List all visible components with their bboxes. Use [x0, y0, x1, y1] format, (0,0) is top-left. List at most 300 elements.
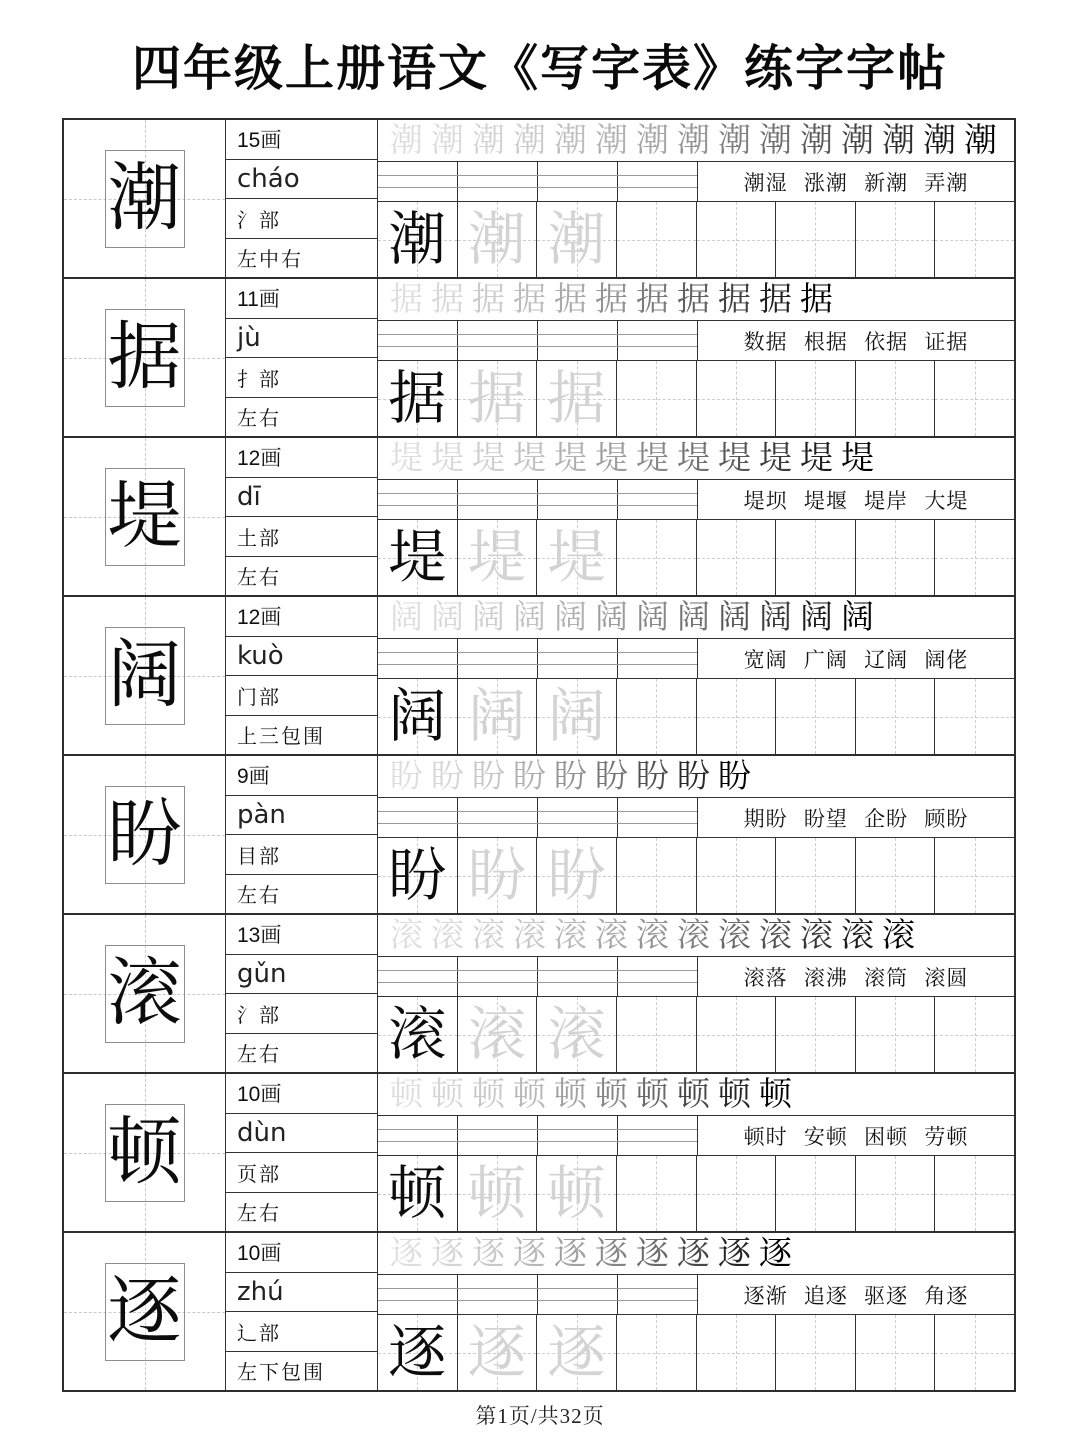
stroke-step: 潮: [554, 122, 587, 159]
structure: 左右: [237, 1203, 281, 1226]
pinyin-grid-cell: [458, 321, 538, 360]
right-section: [378, 1233, 1014, 1390]
main-char-cell: [64, 120, 226, 277]
stroke-step: 顿: [472, 1076, 505, 1113]
stroke-count-cell: [226, 279, 377, 319]
practice-cell: [537, 1315, 617, 1390]
stroke-step: 逐: [431, 1235, 464, 1272]
pinyin-grid-cell: [538, 321, 618, 360]
stroke-step: 顿: [759, 1076, 792, 1113]
main-char: 据: [107, 316, 182, 399]
stroke-step: 滚: [841, 917, 874, 954]
structure-cell: [226, 557, 377, 596]
stroke-step: 顿: [595, 1076, 628, 1113]
stroke-step: 潮: [431, 122, 464, 159]
stroke-step: 潮: [677, 122, 710, 159]
info-column: [226, 279, 378, 436]
practice-char: 顿: [467, 1160, 526, 1226]
practice-char: 盼: [547, 842, 606, 908]
mid-band: [378, 639, 1014, 679]
word-list: 数据 根据 依据 证据: [743, 329, 969, 354]
stroke-order-band: [378, 915, 1014, 957]
stroke-step: 堤: [554, 440, 587, 477]
char-row: [64, 438, 1014, 597]
radical-cell: [226, 1153, 377, 1193]
stroke-step: 潮: [718, 122, 751, 159]
pinyin-grid-cell: [538, 798, 618, 837]
word-list: 堤坝 堤堰 堤岸 大堤: [743, 488, 969, 513]
practice-cell: [378, 1315, 458, 1390]
stroke-step: 逐: [636, 1235, 669, 1272]
stroke-step: 堤: [800, 440, 833, 477]
practice-char: 逐: [547, 1319, 606, 1385]
main-char-cell: [64, 1074, 226, 1231]
pinyin-grid-cell: [378, 639, 458, 678]
practice-cell: [776, 1315, 856, 1390]
stroke-step: 盼: [718, 758, 751, 795]
pinyin: jù: [237, 322, 261, 353]
right-section: [378, 915, 1014, 1072]
practice-char: 阔: [467, 683, 526, 749]
practice-cell: [935, 1156, 1014, 1231]
pinyin-grid-cell: [538, 639, 618, 678]
practice-char: 潮: [388, 206, 447, 272]
stroke-count-cell: [226, 438, 377, 478]
stroke-step: 阔: [513, 599, 546, 636]
char-row: [64, 1233, 1014, 1390]
pinyin: kuò: [237, 640, 284, 671]
stroke-step: 逐: [472, 1235, 505, 1272]
word-list: 滚落 滚沸 滚筒 滚圆: [743, 965, 969, 990]
practice-char: 逐: [388, 1319, 447, 1385]
radical: 土部: [237, 527, 281, 550]
page-title: 四年级上册语文《写字表》练字字帖: [131, 41, 948, 96]
practice-cell: [617, 838, 697, 913]
practice-cell: [776, 1156, 856, 1231]
practice-cell: [378, 679, 458, 754]
stroke-count: 12画: [237, 606, 282, 630]
main-char-box: [105, 945, 185, 1043]
stroke-step: 盼: [554, 758, 587, 795]
main-char-box: [105, 1104, 185, 1202]
structure: 左下包围: [237, 1362, 325, 1385]
pinyin-grid: [378, 1116, 698, 1155]
practice-cell: [856, 997, 936, 1072]
stroke-step: 逐: [595, 1235, 628, 1272]
page-footer: 第1页/共32页: [475, 1404, 605, 1428]
stroke-order-band: [378, 279, 1014, 321]
stroke-step: 潮: [882, 122, 915, 159]
stroke-step: 阔: [472, 599, 505, 636]
stroke-count: 15画: [237, 129, 282, 153]
stroke-count-cell: [226, 1233, 377, 1273]
pinyin-grid-cell: [618, 798, 697, 837]
main-char: 顿: [107, 1111, 182, 1194]
stroke-step: 盼: [636, 758, 669, 795]
stroke-step: 阔: [595, 599, 628, 636]
practice-cell: [776, 202, 856, 277]
structure-cell: [226, 1193, 377, 1232]
char-row: [64, 915, 1014, 1074]
char-row: [64, 756, 1014, 915]
pinyin-cell: [226, 796, 377, 836]
stroke-step: 盼: [677, 758, 710, 795]
radical: 扌部: [237, 368, 281, 391]
mid-band: [378, 798, 1014, 838]
stroke-order-band: [378, 120, 1014, 162]
stroke-count: 11画: [237, 288, 280, 312]
main-char-box: [105, 150, 185, 248]
practice-cell: [697, 838, 777, 913]
pinyin: dī: [237, 481, 261, 512]
main-char-box: [105, 468, 185, 566]
practice-band: [378, 1156, 1014, 1231]
word-list: 逐渐 追逐 驱逐 角逐: [743, 1283, 969, 1308]
info-column: [226, 120, 378, 277]
stroke-step: 堤: [595, 440, 628, 477]
stroke-step: 阔: [677, 599, 710, 636]
pinyin-grid-cell: [458, 639, 538, 678]
practice-char: 潮: [547, 206, 606, 272]
pinyin-grid-cell: [618, 957, 697, 996]
radical-cell: [226, 835, 377, 875]
practice-cell: [697, 202, 777, 277]
pinyin-grid: [378, 957, 698, 996]
radical-cell: [226, 994, 377, 1034]
mid-band: [378, 957, 1014, 997]
info-column: [226, 597, 378, 754]
right-section: [378, 438, 1014, 595]
radical-cell: [226, 676, 377, 716]
practice-cell: [378, 361, 458, 436]
radical: 页部: [237, 1163, 281, 1186]
practice-cell: [458, 361, 538, 436]
radical: 辶部: [237, 1322, 281, 1345]
mid-band: [378, 162, 1014, 202]
stroke-step: 顿: [636, 1076, 669, 1113]
stroke-count-cell: [226, 120, 377, 160]
stroke-step: 滚: [677, 917, 710, 954]
structure-cell: [226, 1034, 377, 1073]
stroke-step: 据: [390, 281, 423, 318]
pinyin-cell: [226, 1273, 377, 1313]
main-char: 阔: [107, 634, 182, 717]
structure-cell: [226, 239, 377, 278]
practice-cell: [537, 838, 617, 913]
right-section: [378, 597, 1014, 754]
stroke-step: 顿: [677, 1076, 710, 1113]
stroke-step: 据: [800, 281, 833, 318]
practice-char: 潮: [467, 206, 526, 272]
stroke-order-band: [378, 756, 1014, 798]
main-char-box: [105, 786, 185, 884]
practice-cell: [458, 520, 538, 595]
stroke-step: 据: [472, 281, 505, 318]
main-char-box: [105, 309, 185, 407]
mid-band: [378, 321, 1014, 361]
practice-band: [378, 520, 1014, 595]
radical-cell: [226, 199, 377, 239]
practice-char: 顿: [547, 1160, 606, 1226]
stroke-step: 据: [595, 281, 628, 318]
pinyin-grid-cell: [618, 162, 697, 201]
stroke-step: 逐: [554, 1235, 587, 1272]
practice-cell: [458, 1315, 538, 1390]
stroke-step: 逐: [718, 1235, 751, 1272]
pinyin-cell: [226, 319, 377, 359]
pinyin-grid-cell: [618, 480, 697, 519]
stroke-step: 顿: [431, 1076, 464, 1113]
practice-cell: [776, 679, 856, 754]
stroke-step: 据: [677, 281, 710, 318]
main-char: 潮: [107, 157, 182, 240]
stroke-step: 堤: [677, 440, 710, 477]
pinyin: cháo: [237, 163, 300, 194]
pinyin: dùn: [237, 1117, 287, 1148]
practice-band: [378, 202, 1014, 277]
mid-band: [378, 480, 1014, 520]
stroke-count-cell: [226, 915, 377, 955]
stroke-step: 堤: [841, 440, 874, 477]
practice-char: 据: [388, 365, 447, 431]
practice-cell: [935, 1315, 1014, 1390]
structure-cell: [226, 398, 377, 437]
practice-cell: [378, 997, 458, 1072]
stroke-step: 滚: [390, 917, 423, 954]
practice-char: 顿: [388, 1160, 447, 1226]
right-section: [378, 1074, 1014, 1231]
practice-char: 逐: [467, 1319, 526, 1385]
stroke-step: 阔: [431, 599, 464, 636]
practice-cell: [776, 838, 856, 913]
practice-band: [378, 679, 1014, 754]
practice-cell: [935, 202, 1014, 277]
word-list: 潮湿 涨潮 新潮 弄潮: [743, 170, 969, 195]
stroke-step: 盼: [513, 758, 546, 795]
practice-cell: [856, 838, 936, 913]
word-area: [698, 639, 1014, 678]
stroke-step: 滚: [718, 917, 751, 954]
stroke-step: 阔: [554, 599, 587, 636]
pinyin-grid-cell: [538, 1116, 618, 1155]
main-char-cell: [64, 279, 226, 436]
practice-cell: [697, 1315, 777, 1390]
practice-char: 盼: [467, 842, 526, 908]
pinyin-grid-cell: [538, 480, 618, 519]
pinyin-grid-cell: [458, 957, 538, 996]
stroke-step: 堤: [759, 440, 792, 477]
stroke-step: 阔: [800, 599, 833, 636]
main-char-cell: [64, 438, 226, 595]
practice-char: 盼: [388, 842, 447, 908]
stroke-step: 阔: [841, 599, 874, 636]
stroke-order-band: [378, 1074, 1014, 1116]
radical: 氵部: [237, 209, 281, 232]
practice-char: 据: [547, 365, 606, 431]
practice-band: [378, 997, 1014, 1072]
practice-char: 阔: [547, 683, 606, 749]
stroke-order-band: [378, 597, 1014, 639]
pinyin-grid-cell: [378, 321, 458, 360]
stroke-step: 堤: [431, 440, 464, 477]
practice-cell: [537, 679, 617, 754]
stroke-step: 堤: [472, 440, 505, 477]
stroke-step: 滚: [431, 917, 464, 954]
stroke-count-cell: [226, 1074, 377, 1114]
stroke-step: 据: [554, 281, 587, 318]
pinyin-grid-cell: [458, 162, 538, 201]
right-section: [378, 279, 1014, 436]
practice-cell: [617, 997, 697, 1072]
pinyin-cell: [226, 478, 377, 518]
structure-cell: [226, 716, 377, 755]
pinyin-cell: [226, 1114, 377, 1154]
word-area: [698, 321, 1014, 360]
word-list: 宽阔 广阔 辽阔 阔佬: [743, 647, 969, 672]
word-list: 期盼 盼望 企盼 顾盼: [743, 806, 969, 831]
practice-cell: [617, 202, 697, 277]
stroke-count: 12画: [237, 447, 282, 471]
pinyin-grid-cell: [538, 1275, 618, 1314]
stroke-step: 顿: [513, 1076, 546, 1113]
practice-cell: [458, 997, 538, 1072]
practice-band: [378, 361, 1014, 436]
pinyin-grid-cell: [538, 162, 618, 201]
pinyin-grid-cell: [618, 1275, 697, 1314]
pinyin: zhú: [237, 1276, 284, 1307]
stroke-count-cell: [226, 597, 377, 637]
practice-cell: [776, 520, 856, 595]
stroke-step: 滚: [800, 917, 833, 954]
radical-cell: [226, 1312, 377, 1352]
radical: 氵部: [237, 1004, 281, 1027]
stroke-order-band: [378, 438, 1014, 480]
stroke-step: 阔: [390, 599, 423, 636]
practice-cell: [935, 838, 1014, 913]
practice-cell: [776, 997, 856, 1072]
stroke-count: 13画: [237, 924, 282, 948]
char-row: [64, 597, 1014, 756]
pinyin-grid-cell: [378, 162, 458, 201]
stroke-count-cell: [226, 756, 377, 796]
pinyin-grid: [378, 798, 698, 837]
stroke-step: 顿: [554, 1076, 587, 1113]
practice-cell: [378, 520, 458, 595]
practice-cell: [697, 679, 777, 754]
word-area: [698, 798, 1014, 837]
practice-cell: [856, 520, 936, 595]
stroke-step: 逐: [677, 1235, 710, 1272]
stroke-count: 10画: [237, 1242, 282, 1266]
word-area: [698, 162, 1014, 201]
stroke-step: 逐: [759, 1235, 792, 1272]
main-char-cell: [64, 1233, 226, 1390]
char-row: [64, 279, 1014, 438]
pinyin: pàn: [237, 799, 286, 830]
practice-char: 滚: [388, 1001, 447, 1067]
practice-cell: [697, 997, 777, 1072]
pinyin-grid-cell: [458, 480, 538, 519]
main-char: 逐: [107, 1270, 182, 1353]
practice-cell: [537, 361, 617, 436]
practice-char: 滚: [547, 1001, 606, 1067]
main-char: 滚: [107, 952, 182, 1035]
stroke-count: 10画: [237, 1083, 282, 1107]
stroke-step: 逐: [513, 1235, 546, 1272]
stroke-step: 据: [513, 281, 546, 318]
stroke-step: 潮: [759, 122, 792, 159]
practice-band: [378, 838, 1014, 913]
main-char: 盼: [107, 793, 182, 876]
practice-cell: [537, 997, 617, 1072]
practice-char: 堤: [388, 524, 447, 590]
stroke-step: 阔: [759, 599, 792, 636]
stroke-order-band: [378, 1233, 1014, 1275]
pinyin-grid-cell: [618, 639, 697, 678]
word-area: [698, 1116, 1014, 1155]
structure: 左右: [237, 885, 281, 908]
practice-cell: [697, 361, 777, 436]
stroke-count: 9画: [237, 765, 270, 789]
stroke-step: 滚: [882, 917, 915, 954]
practice-cell: [856, 679, 936, 754]
word-area: [698, 957, 1014, 996]
stroke-step: 潮: [800, 122, 833, 159]
practice-char: 堤: [547, 524, 606, 590]
pinyin-grid-cell: [378, 957, 458, 996]
pinyin-grid-cell: [618, 1116, 697, 1155]
radical-cell: [226, 517, 377, 557]
stroke-step: 堤: [718, 440, 751, 477]
stroke-step: 据: [431, 281, 464, 318]
stroke-step: 滚: [513, 917, 546, 954]
practice-cell: [617, 679, 697, 754]
practice-cell: [856, 1156, 936, 1231]
practice-char: 据: [467, 365, 526, 431]
stroke-step: 滚: [759, 917, 792, 954]
stroke-step: 逐: [390, 1235, 423, 1272]
stroke-step: 潮: [472, 122, 505, 159]
stroke-step: 堤: [390, 440, 423, 477]
pinyin-grid-cell: [458, 1116, 538, 1155]
info-column: [226, 756, 378, 913]
practice-cell: [378, 202, 458, 277]
practice-cell: [697, 520, 777, 595]
practice-cell: [378, 838, 458, 913]
radical-cell: [226, 358, 377, 398]
practice-cell: [537, 520, 617, 595]
pinyin-grid: [378, 480, 698, 519]
stroke-step: 盼: [595, 758, 628, 795]
practice-cell: [458, 679, 538, 754]
practice-cell: [537, 1156, 617, 1231]
stroke-step: 滚: [595, 917, 628, 954]
practice-band: [378, 1315, 1014, 1390]
stroke-step: 阔: [636, 599, 669, 636]
pinyin-grid: [378, 639, 698, 678]
practice-char: 滚: [467, 1001, 526, 1067]
stroke-step: 堤: [513, 440, 546, 477]
stroke-step: 据: [718, 281, 751, 318]
radical: 门部: [237, 686, 281, 709]
mid-band: [378, 1116, 1014, 1156]
main-char-cell: [64, 915, 226, 1072]
practice-char: 阔: [388, 683, 447, 749]
pinyin-grid-cell: [618, 321, 697, 360]
practice-cell: [458, 1156, 538, 1231]
stroke-step: 据: [759, 281, 792, 318]
stroke-step: 盼: [390, 758, 423, 795]
